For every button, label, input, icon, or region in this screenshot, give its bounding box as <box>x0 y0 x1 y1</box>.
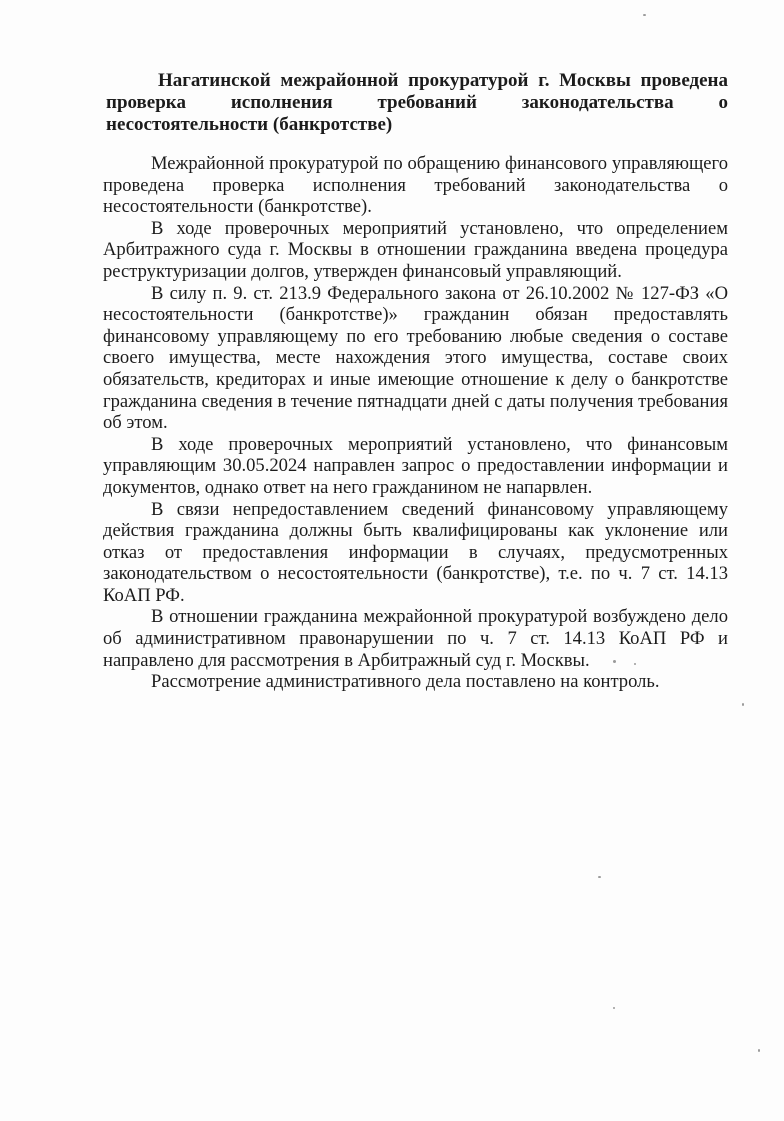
paragraph-3: В силу п. 9. ст. 213.9 Федерального закона от 26.10.2002 № 127-ФЗ «О несостоятельности (банкротстве)» гражданин обязан предоставлять финансовому управляющему по его требованию любые сведения о составе своего имущества, месте нахождения этого имущества, составе своих обязательств, кредиторах и иные имеющие отношение к делу о банкротстве гражданина сведения в течение пятнадцати дней с даты получения требования об этом. <box>103 282 728 434</box>
paragraph-1: Межрайонной прокуратурой по обращению финансового управляющего проведена проверка исполнения требований законодательства о несостоятельности (банкротстве). <box>103 153 728 218</box>
paragraph-2: В ходе проверочных мероприятий установлено, что определением Арбитражного суда г. Москвы в отношении гражданина введена процедура реструктуризации долгов, утвержден финансовый управляющий. <box>103 217 728 282</box>
scan-speck <box>598 876 601 878</box>
paragraph-5: В связи непредоставлением сведений финансовому управляющему действия гражданина должны быть квалифицированы как уклонение или отказ от предоставления информации в случаях, предусмотренных законодательством о несостоятельности (банкротстве), т.е. по ч. 7 ст. 14.13 КоАП РФ. <box>103 498 728 606</box>
scan-speck <box>613 1007 615 1009</box>
scan-speck <box>758 1049 760 1052</box>
paragraph-4: В ходе проверочных мероприятий установлено, что финансовым управляющим 30.05.2024 направлен запрос о предоставлении информации и документов, однако ответ на него гражданином не напарвлен. <box>103 433 728 498</box>
scan-speck <box>742 703 744 706</box>
paragraph-7: Рассмотрение административного дела поставлено на контроль. <box>151 671 660 693</box>
paragraph-6: В отношении гражданина межрайонной прокуратурой возбуждено дело об административном правонарушении по ч. 7 ст. 14.13 КоАП РФ и направлено для рассмотрения в Арбитражный суд г. Москвы. <box>103 606 728 671</box>
scan-speck <box>634 663 636 665</box>
scan-speck <box>613 660 616 663</box>
document-body <box>103 153 728 693</box>
document-title: Нагатинской межрайонной прокуратурой г. Москвы проведена проверка исполнения требований законодательства о несостоятельности (банкротстве) <box>106 70 728 135</box>
scan-speck <box>643 14 646 16</box>
